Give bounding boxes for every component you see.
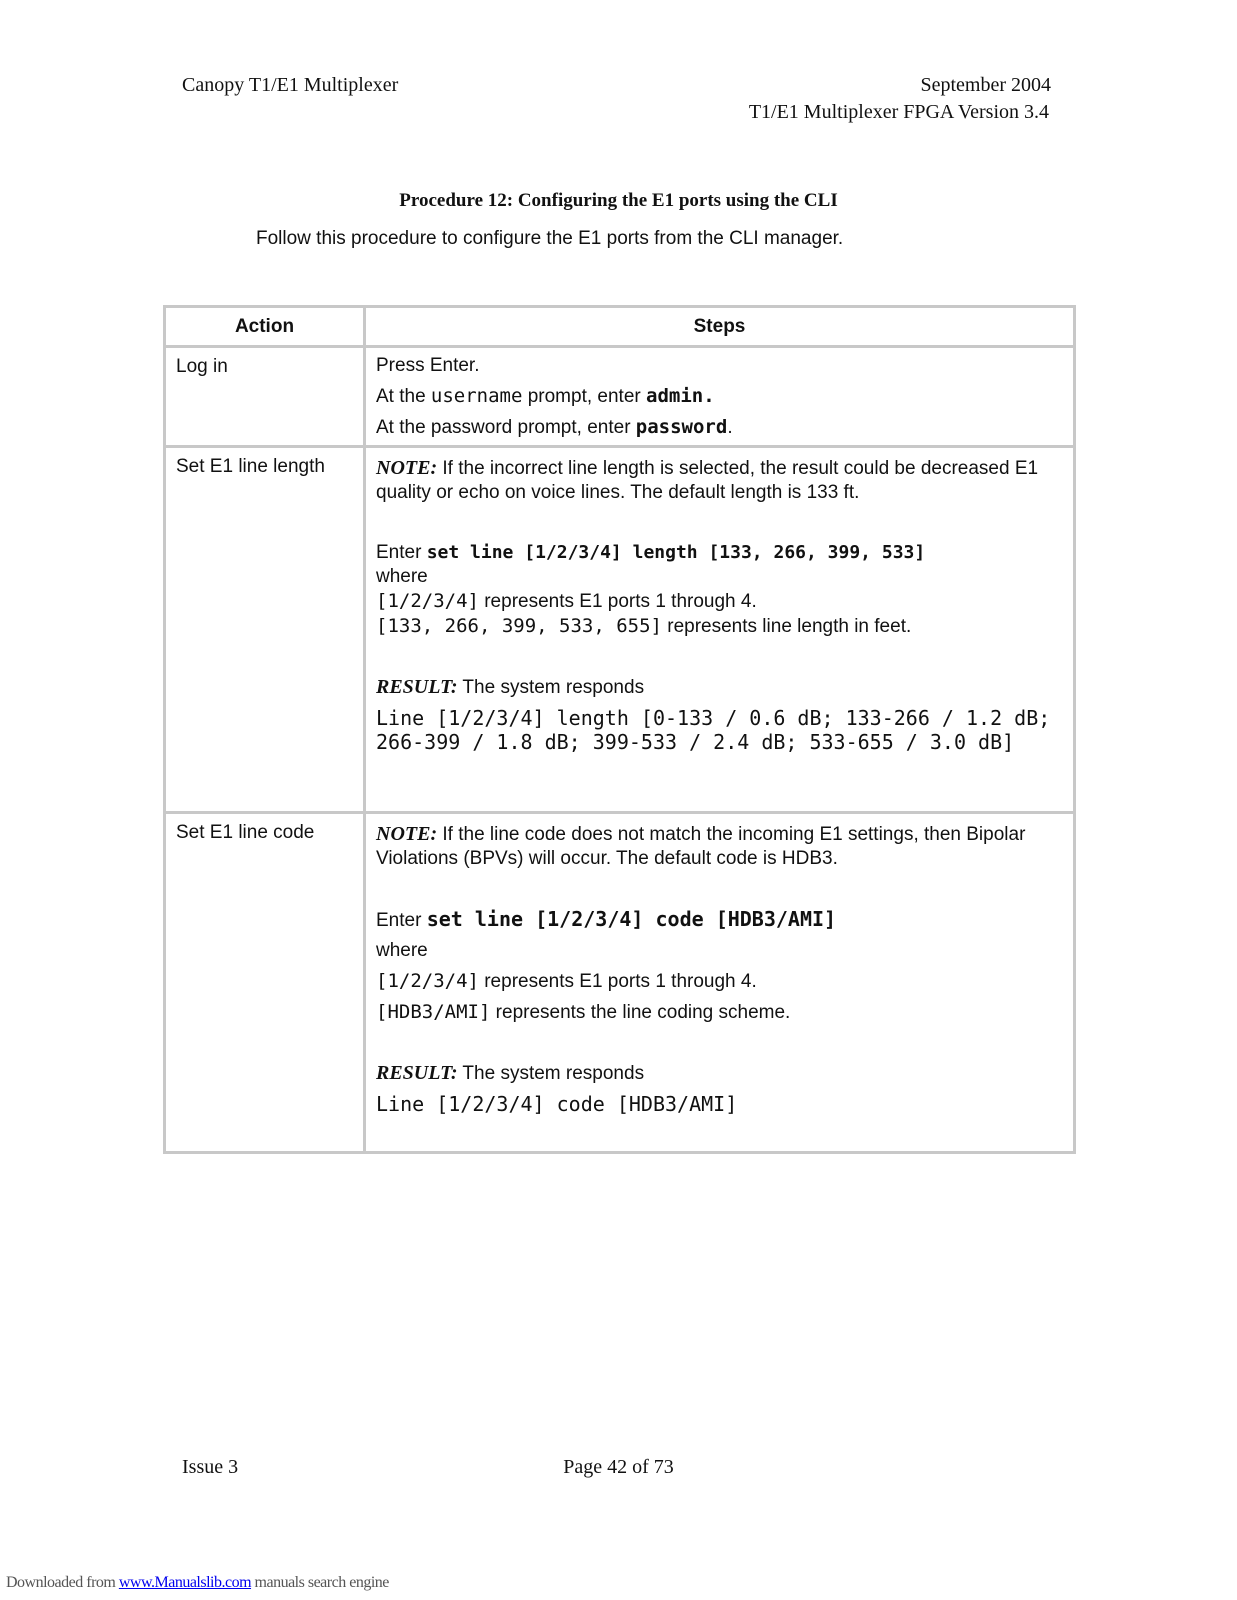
steps-cell bbox=[365, 347, 1075, 447]
step-text bbox=[376, 384, 1063, 409]
result-text bbox=[376, 1061, 1063, 1086]
result-text bbox=[376, 675, 1063, 700]
step-text bbox=[376, 589, 1063, 614]
table-row bbox=[165, 347, 1075, 447]
system-response: Line [1/2/3/4] length [0-133 / 0.6 dB; 133-266 / 1.2 dB; 266-399 / 1.8 dB; 399-533 / 2.4 dB; 533-655 / 3.0 dB] bbox=[376, 706, 1051, 754]
step-fragment: If the line code does not match the incoming E1 settings, then Bipolar Violations (BPVs) will occur. The default code is HDB3. bbox=[376, 824, 1026, 869]
step-fragment: At the bbox=[376, 386, 431, 407]
step-fragment: The system responds bbox=[457, 1063, 645, 1084]
note-text bbox=[376, 822, 1063, 871]
result-label: RESULT: bbox=[376, 1062, 458, 1084]
step-text: where bbox=[376, 940, 428, 961]
header-steps: Steps bbox=[365, 307, 1075, 347]
procedure-intro: Follow this procedure to configure the E1 ports from the CLI manager. bbox=[256, 228, 844, 249]
step-fragment: represents the line coding scheme. bbox=[490, 1002, 791, 1023]
procedure-table bbox=[163, 305, 1076, 1154]
note-text bbox=[376, 456, 1063, 505]
code-fragment: [1/2/3/4] bbox=[376, 590, 479, 612]
header-date: September 2004 bbox=[920, 74, 1051, 96]
code-fragment: [133, 266, 399, 533, 655] bbox=[376, 615, 662, 637]
code-fragment: admin. bbox=[646, 385, 715, 407]
code-fragment: set line [1/2/3/4] code [HDB3/AMI] bbox=[426, 907, 837, 931]
table-row bbox=[165, 447, 1075, 813]
system-response: Line [1/2/3/4] code [HDB3/AMI] bbox=[376, 1092, 738, 1116]
step-text bbox=[376, 415, 1063, 440]
footer-issue: Issue 3 bbox=[182, 1456, 239, 1478]
step-fragment: represents E1 ports 1 through 4. bbox=[478, 591, 757, 612]
step-text bbox=[376, 614, 1063, 639]
footer-page-number: Page 42 of 73 bbox=[563, 1456, 674, 1478]
header-product: Canopy T1/E1 Multiplexer bbox=[182, 74, 399, 96]
result-label: RESULT: bbox=[376, 676, 458, 698]
step-fragment: Enter bbox=[376, 542, 427, 563]
step-text bbox=[376, 969, 1063, 994]
download-prefix: Downloaded from bbox=[6, 1574, 119, 1591]
action-cell: Set E1 line code bbox=[165, 813, 365, 1153]
step-text bbox=[376, 1000, 1063, 1025]
step-fragment: prompt, enter bbox=[522, 386, 646, 407]
code-fragment: [1/2/3/4] bbox=[376, 970, 479, 992]
step-text: where bbox=[376, 566, 428, 587]
note-label: NOTE: bbox=[376, 457, 438, 479]
step-fragment: represents E1 ports 1 through 4. bbox=[478, 971, 757, 992]
steps-cell bbox=[365, 813, 1075, 1153]
code-fragment: username bbox=[430, 385, 523, 407]
note-label: NOTE: bbox=[376, 823, 438, 845]
step-fragment: At the password prompt, enter bbox=[376, 417, 636, 438]
step-text bbox=[376, 907, 1063, 933]
step-text bbox=[376, 541, 1063, 565]
procedure-title: Procedure 12: Configuring the E1 ports using the CLI bbox=[399, 190, 838, 211]
manualslib-link[interactable]: www.Manualslib.com bbox=[118, 1574, 252, 1591]
step-text: Press Enter. bbox=[376, 355, 480, 376]
download-notice bbox=[6, 1574, 389, 1592]
step-fragment: If the incorrect line length is selected, the result could be decreased E1 quality or echo on voice lines. The default length is 133 ft. bbox=[376, 458, 1039, 503]
steps-cell bbox=[365, 447, 1075, 813]
header-action: Action bbox=[165, 307, 365, 347]
action-cell: Set E1 line length bbox=[165, 447, 365, 813]
action-cell: Log in bbox=[165, 347, 365, 447]
step-fragment: The system responds bbox=[457, 677, 645, 698]
table-row bbox=[165, 813, 1075, 1153]
code-fragment: [HDB3/AMI] bbox=[376, 1001, 491, 1023]
code-fragment: set line [1/2/3/4] length [133, 266, 399, 533] bbox=[426, 542, 926, 563]
table-header-row bbox=[165, 307, 1075, 347]
download-suffix: manuals search engine bbox=[251, 1574, 389, 1591]
header-version: T1/E1 Multiplexer FPGA Version 3.4 bbox=[748, 101, 1049, 123]
step-fragment: Enter bbox=[376, 910, 427, 931]
step-fragment: . bbox=[727, 417, 733, 438]
code-fragment: password bbox=[635, 416, 728, 438]
step-fragment: represents line length in feet. bbox=[661, 616, 912, 637]
